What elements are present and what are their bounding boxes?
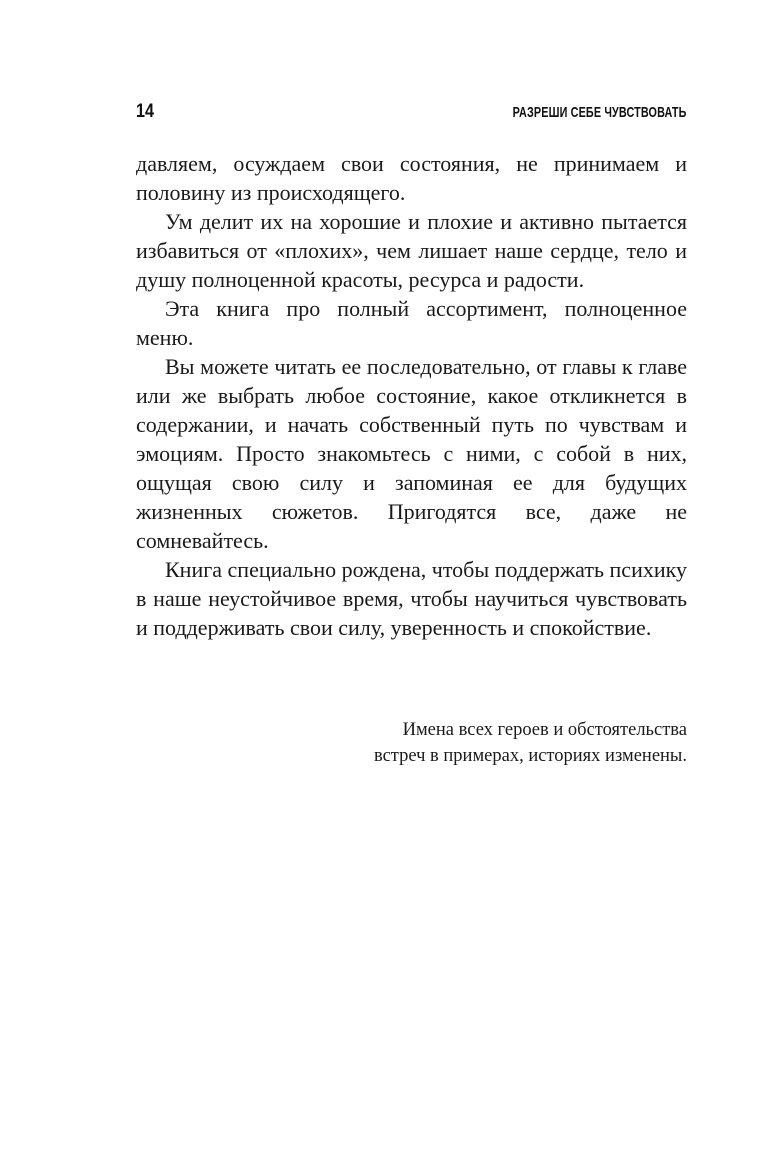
note-line: встреч в примерах, историях изменены. bbox=[373, 746, 687, 766]
paragraph: Эта книга про полный ассортимент, полноценное меню. bbox=[136, 296, 687, 350]
paragraph: давляем, осуждаем свои состояния, не принимаем и половину из происходящего. bbox=[136, 151, 687, 205]
body-text bbox=[136, 149, 687, 642]
disclaimer-note bbox=[227, 717, 687, 769]
paragraph: Книга специально рождена, чтобы поддержать психику в наше неустойчивое время, чтобы научиться чувствовать и поддерживать свои силу, уверенность и спокойствие. bbox=[136, 557, 687, 640]
page-number: 14 bbox=[136, 101, 154, 122]
paragraph: Ум делит их на хорошие и плохие и активно пытается избавиться от «плохих», чем лишает наше сердце, тело и душу полноценной красоты, ресурса и радости. bbox=[136, 209, 687, 292]
running-header bbox=[136, 100, 687, 124]
note-line: Имена всех героев и обстоятельства bbox=[402, 720, 687, 740]
book-title: РАЗРЕШИ СЕБЕ ЧУВСТВОВАТЬ bbox=[513, 104, 687, 121]
paragraph: Вы можете читать ее последовательно, от главы к главе или же выбрать любое состояние, какое откликнется в содержании, и начать собственный путь по чувствам и эмоциям. Просто знакомьтесь с ними, с собой в них, ощущая свою силу и запоминая ее для будущих жизненных сюжетов. Пригодятся все, даже не сомневайтесь. bbox=[136, 354, 687, 553]
